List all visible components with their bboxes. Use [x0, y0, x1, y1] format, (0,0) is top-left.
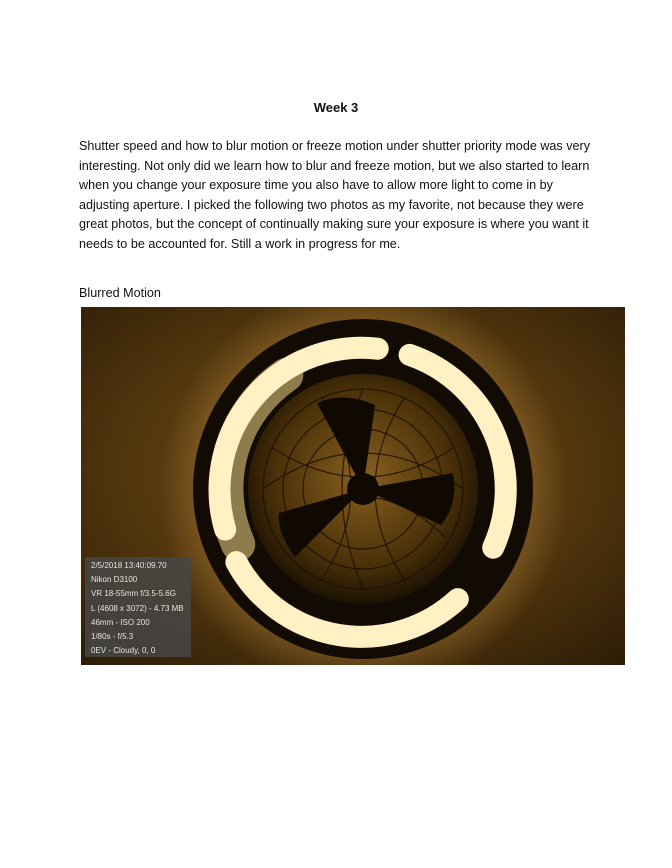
- exif-line: VR 18-55mm f/3.5-5.6G: [91, 589, 176, 599]
- exif-line: 1/80s - f/5.3: [91, 632, 134, 642]
- exif-line: Nikon D3100: [91, 575, 138, 585]
- exif-line: 46mm - ISO 200: [91, 617, 150, 627]
- photo-caption: Blurred Motion: [79, 286, 161, 300]
- page-title: Week 3: [313, 100, 359, 115]
- exif-line: 2/5/2018 13:40:09.70: [91, 561, 167, 570]
- exif-line: 0EV - Cloudy, 0, 0: [91, 646, 156, 656]
- exif-overlay: [85, 557, 191, 657]
- body-paragraph: Shutter speed and how to blur motion or freeze motion under shutter priority mode was very interesting. Not only did we learn how to blur and freeze motion, but we also started to learn when you change your exposure time you also have to allow more light to come in by adjusting aperture. I picked the following two photos as my favorite, not because they were great photos, but the concept of continually making sure your exposure is where you want it needs to be accounted for. Still a work in progress for me.: [79, 139, 591, 251]
- exif-line: L (4608 x 3072) - 4.73 MB: [91, 603, 184, 613]
